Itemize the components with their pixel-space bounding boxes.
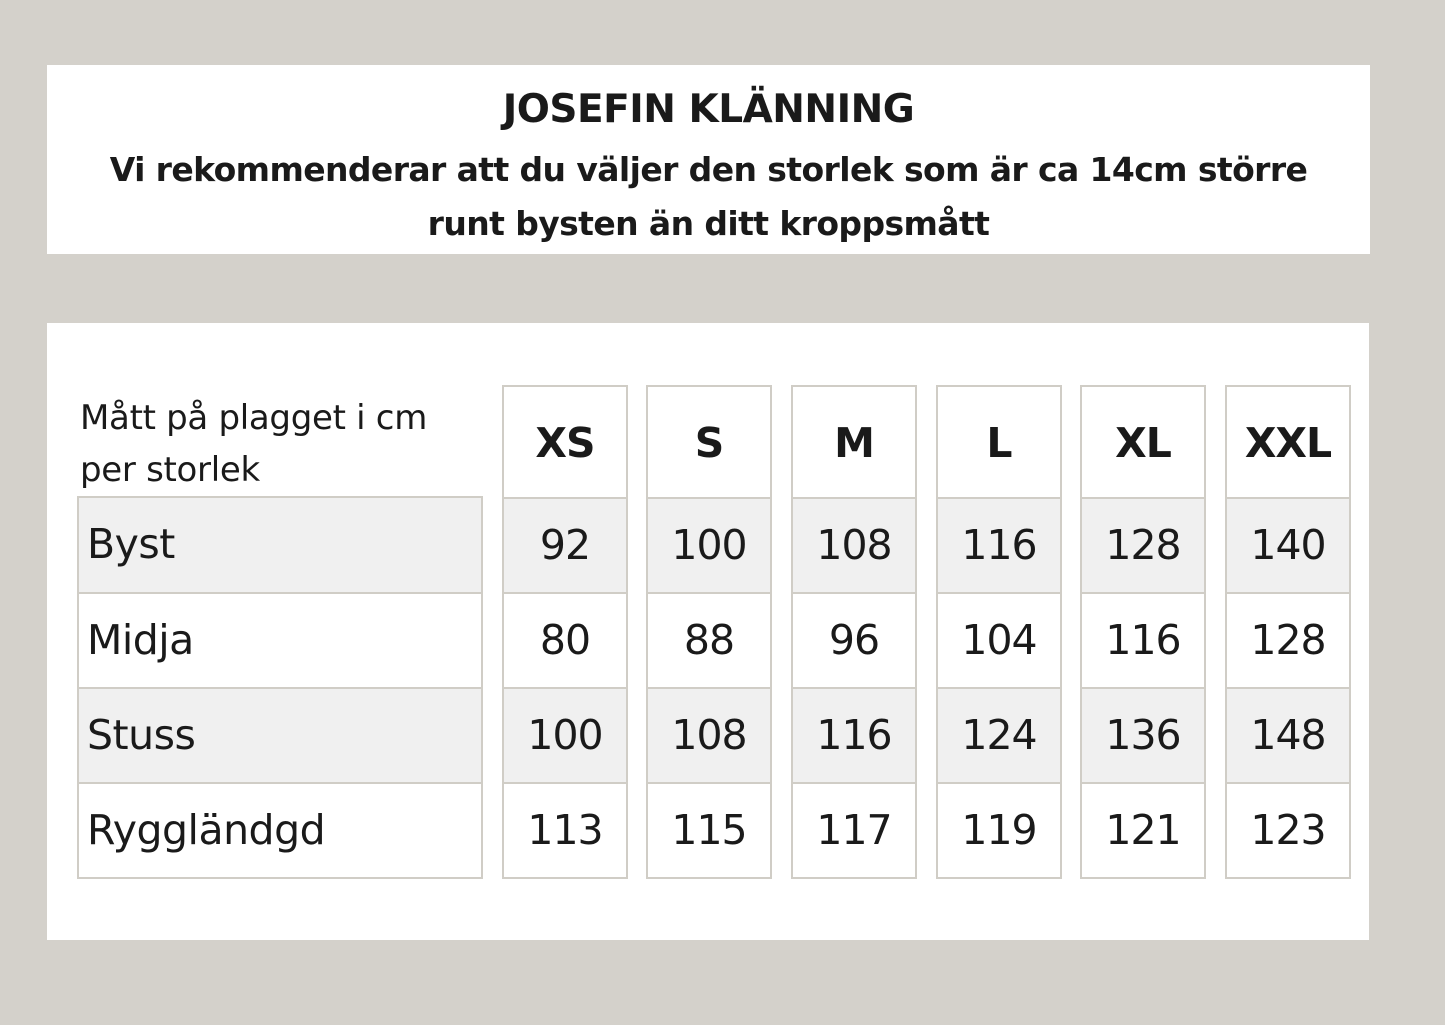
recommendation-text	[47, 143, 1370, 251]
size-cell: 113	[504, 782, 626, 877]
header-panel	[47, 65, 1370, 254]
recommendation-line-1: Vi rekommenderar att du väljer den storlek som är ca 14cm större	[109, 150, 1308, 189]
size-cell: 104	[938, 592, 1060, 687]
size-cell: 124	[938, 687, 1060, 782]
size-column-xxl	[1225, 385, 1351, 879]
row-label-byst: Byst	[79, 498, 481, 592]
row-label-midja: Midja	[79, 592, 481, 687]
size-header-m: M	[834, 419, 874, 467]
size-cell: 148	[1227, 687, 1349, 782]
size-column-s	[646, 385, 772, 879]
size-cell: 100	[504, 687, 626, 782]
measurement-labels-column	[77, 496, 483, 879]
size-column-xs	[502, 385, 628, 879]
size-cell: 117	[793, 782, 915, 877]
table-caption	[80, 392, 480, 496]
table-caption-line-2: per storlek	[80, 450, 260, 490]
table-caption-line-1: Mått på plagget i cm	[80, 398, 428, 438]
size-cell: 140	[1227, 497, 1349, 592]
size-cell: 123	[1227, 782, 1349, 877]
row-label-rygglangd: Ryggländgd	[79, 782, 481, 877]
size-cell: 128	[1082, 497, 1204, 592]
size-column-l	[936, 385, 1062, 879]
size-header-xl: XL	[1115, 419, 1171, 467]
size-cell: 92	[504, 497, 626, 592]
size-header-s: S	[694, 419, 724, 467]
size-cell: 116	[793, 687, 915, 782]
size-column-m	[791, 385, 917, 879]
size-cell: 96	[793, 592, 915, 687]
size-header-xxl: XXL	[1244, 419, 1332, 467]
recommendation-line-2: runt bysten än ditt kroppsmått	[427, 204, 990, 243]
size-cell: 121	[1082, 782, 1204, 877]
size-cell: 80	[504, 592, 626, 687]
row-label-stuss: Stuss	[79, 687, 481, 782]
size-cell: 100	[648, 497, 770, 592]
size-header-l: L	[986, 419, 1012, 467]
size-cell: 108	[793, 497, 915, 592]
size-cell: 128	[1227, 592, 1349, 687]
size-cell: 108	[648, 687, 770, 782]
size-cell: 116	[1082, 592, 1204, 687]
page-title: JOSEFIN KLÄNNING	[502, 87, 915, 132]
size-cell: 88	[648, 592, 770, 687]
size-column-xl	[1080, 385, 1206, 879]
size-cell: 119	[938, 782, 1060, 877]
size-cell: 116	[938, 497, 1060, 592]
size-cell: 136	[1082, 687, 1204, 782]
size-header-xs: XS	[535, 419, 595, 467]
size-cell: 115	[648, 782, 770, 877]
